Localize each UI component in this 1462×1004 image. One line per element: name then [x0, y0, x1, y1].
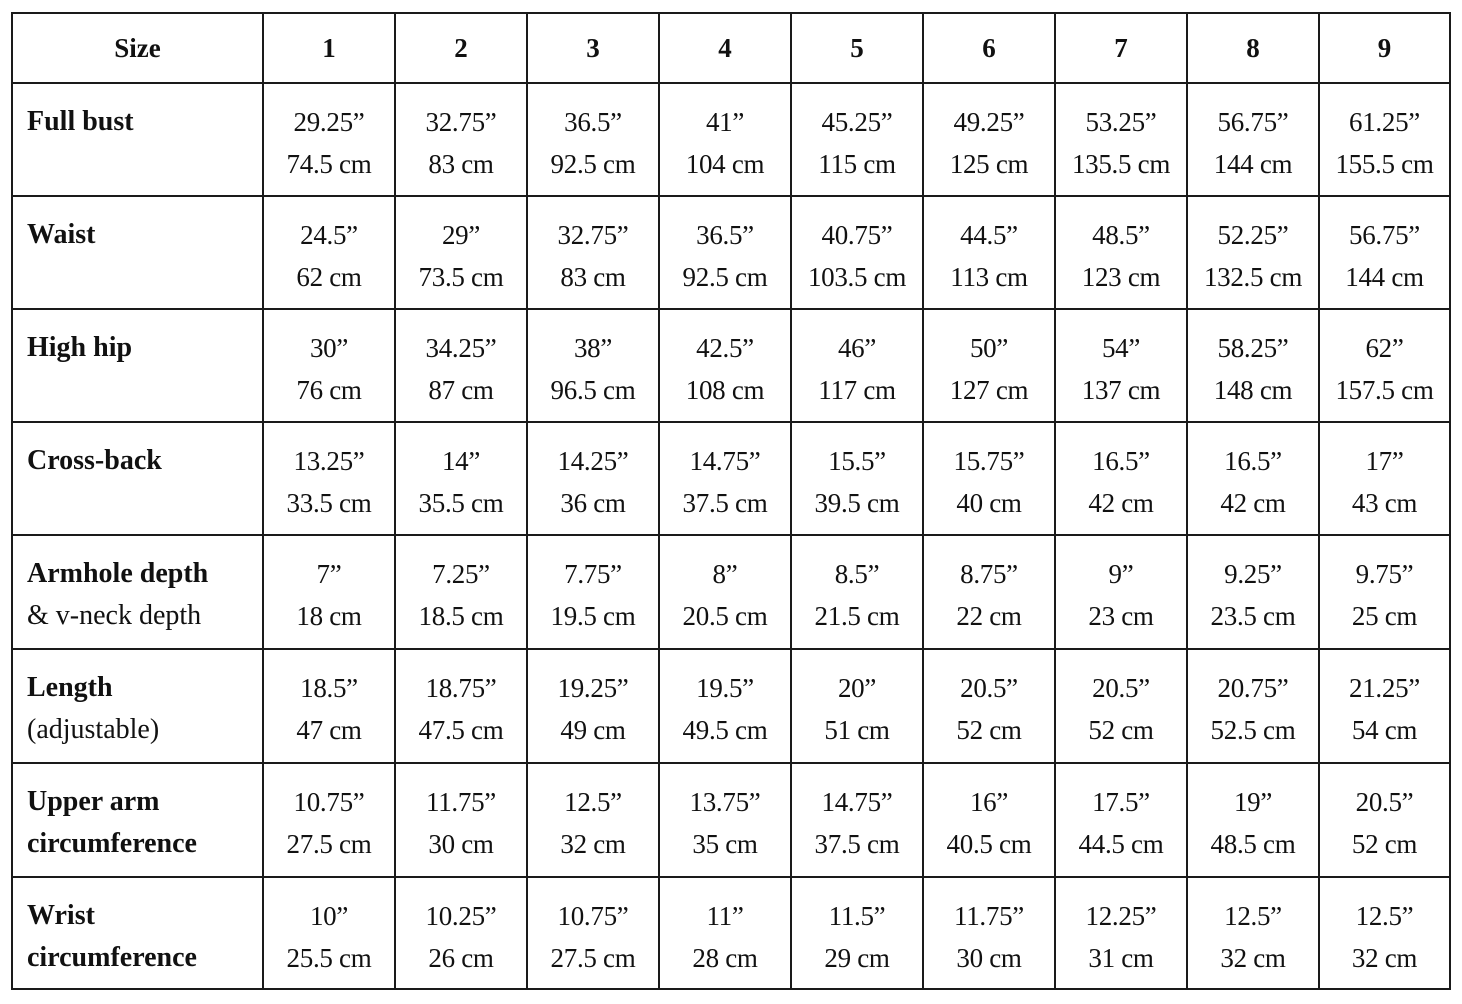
header-size-2: 2 — [395, 13, 527, 83]
value-cm: 52.5 cm — [1210, 715, 1296, 745]
value-cm: 25 cm — [1351, 601, 1418, 631]
value-cm: 44.5 cm — [1078, 829, 1164, 859]
value-cm: 83 cm — [428, 149, 494, 179]
header-size-4: 4 — [659, 13, 791, 83]
measurement-cell — [923, 309, 1055, 422]
value-inches: 17.5” — [1092, 787, 1150, 817]
value-cm: 32 cm — [1351, 943, 1418, 973]
value-cm: 113 cm — [950, 262, 1028, 292]
value-cm: 73.5 cm — [418, 262, 504, 292]
measurement-cell — [791, 763, 923, 877]
measurement-cell — [1055, 535, 1187, 649]
value-cm: 28 cm — [692, 943, 758, 973]
value-inches: 11.75” — [426, 787, 496, 817]
value-cm: 103.5 cm — [807, 262, 907, 292]
value-inches: 11.5” — [828, 901, 886, 931]
measurement-cell — [923, 422, 1055, 535]
measurement-cell — [791, 196, 923, 309]
value-cm: 144 cm — [1345, 262, 1424, 292]
value-inches: 18.75” — [425, 673, 497, 703]
row-label-sub: (adjustable) — [27, 714, 160, 745]
measurement-cell — [263, 649, 395, 763]
value-cm: 42 cm — [1088, 488, 1154, 518]
value-inches: 54” — [1101, 333, 1141, 363]
value-cm: 37.5 cm — [814, 829, 900, 859]
measurement-cell — [659, 763, 791, 877]
value-inches: 29.25” — [293, 107, 365, 137]
row-label — [12, 309, 263, 422]
value-inches: 17” — [1365, 446, 1404, 476]
measurement-cell — [263, 422, 395, 535]
value-cm: 36 cm — [560, 488, 626, 518]
measurement-cell — [923, 877, 1055, 989]
value-cm: 29 cm — [824, 943, 890, 973]
header-size-label: Size — [12, 13, 263, 83]
value-cm: 40.5 cm — [946, 829, 1032, 859]
value-inches: 16.5” — [1092, 446, 1150, 476]
measurement-cell — [527, 309, 659, 422]
measurement-cell — [923, 83, 1055, 196]
value-inches: 34.25” — [425, 333, 497, 363]
header-row — [12, 13, 1450, 83]
measurement-cell — [1319, 196, 1450, 309]
measurement-cell — [1055, 649, 1187, 763]
value-inches: 42.5” — [696, 333, 754, 363]
measurement-cell — [527, 196, 659, 309]
row-label-sub: circumference — [27, 828, 197, 859]
value-cm: 48.5 cm — [1210, 829, 1296, 859]
measurement-cell — [791, 877, 923, 989]
table-row — [12, 83, 1450, 196]
value-cm: 35 cm — [692, 829, 758, 859]
row-label-main: Full bust — [27, 106, 134, 137]
value-inches: 36.5” — [696, 220, 754, 250]
measurement-cell — [395, 649, 527, 763]
value-inches: 7.25” — [432, 559, 490, 589]
measurement-cell — [659, 877, 791, 989]
value-inches: 58.25” — [1217, 333, 1289, 363]
value-inches: 20.5” — [1092, 673, 1150, 703]
value-inches: 8.5” — [834, 559, 880, 589]
measurement-cell — [395, 83, 527, 196]
row-label-main: Length — [27, 672, 113, 703]
value-cm: 27.5 cm — [550, 943, 636, 973]
measurement-cell — [527, 649, 659, 763]
value-inches: 46” — [837, 333, 877, 363]
measurement-cell — [1319, 422, 1450, 535]
value-cm: 83 cm — [560, 262, 626, 292]
measurement-cell — [1055, 422, 1187, 535]
value-inches: 20.75” — [1217, 673, 1289, 703]
value-inches: 14” — [441, 446, 481, 476]
value-cm: 39.5 cm — [814, 488, 900, 518]
value-cm: 31 cm — [1088, 943, 1154, 973]
value-inches: 21.25” — [1349, 673, 1420, 703]
value-inches: 10.75” — [557, 901, 629, 931]
value-cm: 108 cm — [685, 375, 765, 405]
value-cm: 117 cm — [818, 375, 896, 405]
header-size-7: 7 — [1055, 13, 1187, 83]
value-cm: 137 cm — [1081, 375, 1161, 405]
table-body — [12, 83, 1450, 989]
measurement-cell — [659, 196, 791, 309]
value-cm: 132.5 cm — [1203, 262, 1303, 292]
value-cm: 87 cm — [428, 375, 494, 405]
value-inches: 13.25” — [293, 446, 365, 476]
measurement-cell — [263, 196, 395, 309]
value-inches: 16” — [969, 787, 1009, 817]
value-inches: 15.5” — [828, 446, 886, 476]
measurement-cell — [791, 309, 923, 422]
row-label-main: High hip — [27, 332, 133, 363]
measurement-cell — [791, 83, 923, 196]
measurement-cell — [395, 763, 527, 877]
value-cm: 23 cm — [1088, 601, 1154, 631]
value-cm: 115 cm — [818, 149, 896, 179]
value-inches: 12.5” — [1355, 901, 1414, 931]
measurement-cell — [527, 535, 659, 649]
measurement-cell — [1055, 763, 1187, 877]
value-inches: 62” — [1365, 333, 1404, 363]
value-inches: 13.75” — [689, 787, 761, 817]
row-label-main: Cross-back — [27, 445, 162, 476]
value-cm: 30 cm — [428, 829, 494, 859]
value-inches: 48.5” — [1092, 220, 1150, 250]
value-inches: 7” — [316, 559, 342, 589]
value-inches: 8.75” — [960, 559, 1018, 589]
value-inches: 44.5” — [960, 220, 1018, 250]
value-inches: 9.75” — [1355, 559, 1414, 589]
value-cm: 52 cm — [956, 715, 1022, 745]
size-chart-table — [11, 12, 1451, 990]
measurement-cell — [263, 309, 395, 422]
measurement-cell — [1055, 309, 1187, 422]
value-cm: 52 cm — [1088, 715, 1154, 745]
value-inches: 11.75” — [954, 901, 1024, 931]
row-label-main: Upper arm — [27, 786, 160, 817]
value-inches: 20.5” — [960, 673, 1018, 703]
value-cm: 155.5 cm — [1335, 149, 1434, 179]
measurement-cell — [263, 83, 395, 196]
measurement-cell — [1187, 83, 1319, 196]
value-inches: 41” — [705, 107, 745, 137]
measurement-cell — [527, 877, 659, 989]
measurement-cell — [791, 422, 923, 535]
value-inches: 15.75” — [953, 446, 1025, 476]
value-inches: 11” — [706, 901, 744, 931]
measurement-cell — [659, 422, 791, 535]
measurement-cell — [923, 763, 1055, 877]
value-inches: 30” — [309, 333, 349, 363]
value-inches: 40.75” — [821, 220, 893, 250]
value-inches: 10.25” — [425, 901, 497, 931]
value-cm: 18 cm — [296, 601, 362, 631]
table-row — [12, 763, 1450, 877]
value-inches: 56.75” — [1349, 220, 1420, 250]
value-cm: 127 cm — [949, 375, 1029, 405]
row-label-main: Waist — [27, 219, 96, 250]
value-inches: 18.5” — [300, 673, 358, 703]
row-label — [12, 196, 263, 309]
value-inches: 32.75” — [557, 220, 629, 250]
value-cm: 32 cm — [560, 829, 626, 859]
value-cm: 37.5 cm — [682, 488, 768, 518]
value-cm: 40 cm — [956, 488, 1022, 518]
measurement-cell — [1319, 763, 1450, 877]
row-label — [12, 877, 263, 989]
measurement-cell — [1187, 309, 1319, 422]
value-cm: 74.5 cm — [286, 149, 372, 179]
value-cm: 22 cm — [956, 601, 1022, 631]
measurement-cell — [1187, 649, 1319, 763]
measurement-cell — [1055, 877, 1187, 989]
row-label-sub: & v-neck depth — [27, 600, 202, 631]
value-inches: 10.75” — [293, 787, 365, 817]
value-inches: 12.5” — [1224, 901, 1282, 931]
value-cm: 19.5 cm — [550, 601, 636, 631]
measurement-cell — [1187, 763, 1319, 877]
measurement-cell — [923, 535, 1055, 649]
value-cm: 33.5 cm — [286, 488, 372, 518]
measurement-cell — [527, 763, 659, 877]
value-inches: 36.5” — [564, 107, 622, 137]
value-inches: 50” — [969, 333, 1009, 363]
table-row — [12, 309, 1450, 422]
row-label — [12, 535, 263, 649]
measurement-cell — [1055, 83, 1187, 196]
value-inches: 12.5” — [564, 787, 622, 817]
table-row — [12, 535, 1450, 649]
value-cm: 96.5 cm — [550, 375, 636, 405]
value-cm: 20.5 cm — [682, 601, 768, 631]
value-cm: 144 cm — [1213, 149, 1293, 179]
measurement-cell — [923, 196, 1055, 309]
value-cm: 18.5 cm — [418, 601, 504, 631]
measurement-cell — [395, 309, 527, 422]
measurement-cell — [1319, 535, 1450, 649]
measurement-cell — [263, 877, 395, 989]
value-cm: 52 cm — [1351, 829, 1418, 859]
header-size-5: 5 — [791, 13, 923, 83]
value-cm: 27.5 cm — [286, 829, 372, 859]
measurement-cell — [791, 649, 923, 763]
value-inches: 53.25” — [1085, 107, 1157, 137]
measurement-cell — [1319, 649, 1450, 763]
value-inches: 12.25” — [1085, 901, 1157, 931]
value-cm: 23.5 cm — [1210, 601, 1296, 631]
value-inches: 14.75” — [689, 446, 761, 476]
value-cm: 32 cm — [1220, 943, 1286, 973]
measurement-cell — [395, 877, 527, 989]
value-cm: 26 cm — [428, 943, 494, 973]
value-inches: 32.75” — [425, 107, 497, 137]
row-label-main: Armhole depth — [27, 558, 209, 589]
measurement-cell — [659, 649, 791, 763]
value-inches: 14.25” — [557, 446, 629, 476]
value-cm: 125 cm — [949, 149, 1029, 179]
value-inches: 19” — [1233, 787, 1273, 817]
value-inches: 61.25” — [1349, 107, 1420, 137]
header-size-3: 3 — [527, 13, 659, 83]
measurement-cell — [791, 535, 923, 649]
value-inches: 14.75” — [821, 787, 893, 817]
value-cm: 123 cm — [1081, 262, 1161, 292]
measurement-cell — [263, 763, 395, 877]
row-label — [12, 763, 263, 877]
measurement-cell — [1319, 309, 1450, 422]
header-size-6: 6 — [923, 13, 1055, 83]
value-inches: 56.75” — [1217, 107, 1289, 137]
value-cm: 47 cm — [296, 715, 362, 745]
value-inches: 16.5” — [1224, 446, 1282, 476]
value-inches: 9.25” — [1224, 559, 1282, 589]
measurement-cell — [527, 422, 659, 535]
value-cm: 62 cm — [296, 262, 362, 292]
value-cm: 43 cm — [1351, 488, 1418, 518]
value-cm: 49 cm — [560, 715, 626, 745]
value-inches: 7.75” — [564, 559, 622, 589]
measurement-cell — [263, 535, 395, 649]
value-inches: 49.25” — [953, 107, 1025, 137]
value-cm: 76 cm — [296, 375, 362, 405]
value-inches: 29” — [441, 220, 481, 250]
measurement-cell — [1187, 535, 1319, 649]
value-inches: 19.5” — [696, 673, 754, 703]
value-cm: 35.5 cm — [418, 488, 504, 518]
table-row — [12, 196, 1450, 309]
value-cm: 148 cm — [1213, 375, 1293, 405]
measurement-cell — [1187, 877, 1319, 989]
value-inches: 45.25” — [821, 107, 893, 137]
header-size-1: 1 — [263, 13, 395, 83]
measurement-cell — [659, 83, 791, 196]
header-size-9: 9 — [1319, 13, 1450, 83]
row-label-main: Wrist — [27, 900, 95, 931]
value-cm: 135.5 cm — [1071, 149, 1171, 179]
measurement-cell — [1319, 877, 1450, 989]
value-cm: 49.5 cm — [682, 715, 768, 745]
value-cm: 21.5 cm — [814, 601, 900, 631]
value-cm: 51 cm — [824, 715, 890, 745]
value-inches: 20” — [837, 673, 877, 703]
value-inches: 20.5” — [1355, 787, 1414, 817]
row-label — [12, 649, 263, 763]
value-inches: 9” — [1108, 559, 1134, 589]
table-row — [12, 877, 1450, 989]
measurement-cell — [659, 535, 791, 649]
header-size-8: 8 — [1187, 13, 1319, 83]
value-cm: 25.5 cm — [286, 943, 372, 973]
value-inches: 10” — [309, 901, 349, 931]
value-inches: 19.25” — [557, 673, 629, 703]
value-cm: 54 cm — [1351, 715, 1418, 745]
value-cm: 104 cm — [685, 149, 765, 179]
measurement-cell — [395, 196, 527, 309]
value-inches: 52.25” — [1217, 220, 1289, 250]
value-cm: 92.5 cm — [682, 262, 768, 292]
table-row — [12, 649, 1450, 763]
measurement-cell — [1187, 196, 1319, 309]
measurement-cell — [1319, 83, 1450, 196]
value-cm: 47.5 cm — [418, 715, 504, 745]
measurement-cell — [1055, 196, 1187, 309]
value-inches: 8” — [712, 559, 738, 589]
value-cm: 42 cm — [1220, 488, 1286, 518]
measurement-cell — [395, 535, 527, 649]
value-cm: 30 cm — [956, 943, 1022, 973]
value-cm: 92.5 cm — [550, 149, 636, 179]
measurement-cell — [527, 83, 659, 196]
value-inches: 38” — [573, 333, 613, 363]
row-label — [12, 422, 263, 535]
table-row — [12, 422, 1450, 535]
measurement-cell — [1187, 422, 1319, 535]
measurement-cell — [923, 649, 1055, 763]
measurement-cell — [659, 309, 791, 422]
measurement-cell — [395, 422, 527, 535]
row-label — [12, 83, 263, 196]
value-inches: 24.5” — [300, 220, 358, 250]
row-label-sub: circumference — [27, 942, 197, 973]
value-cm: 157.5 cm — [1335, 375, 1434, 405]
